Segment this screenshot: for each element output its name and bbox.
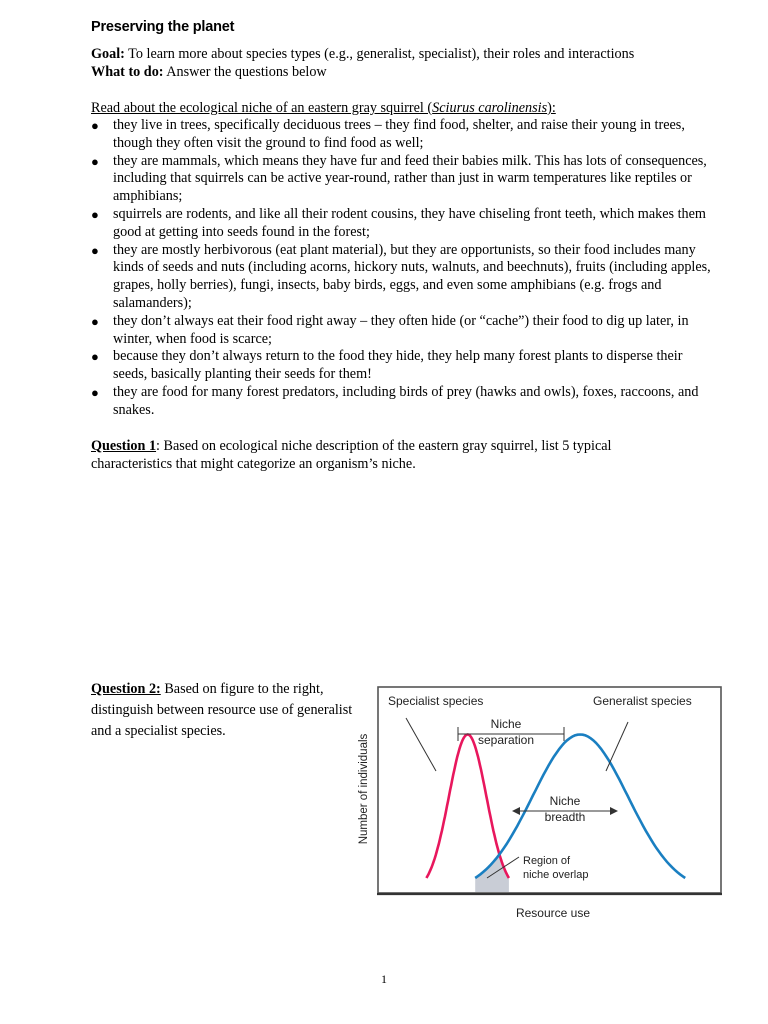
generalist-pointer [606,722,628,771]
question-1 [91,438,691,474]
bullet-dot-icon: ● [91,349,99,365]
question-1-text: : Based on ecological niche description of the eastern gray squirrel, list 5 typical characteristics that might categorize an organism’s niche. [91,438,612,472]
niche-bullet-item [91,242,711,313]
bullet-text: they are mammals, which means they have fur and feed their babies milk. This has lots of consequences, including that squirrels can be active year-round, rather than just in warm temperatures like reptiles or amphibians; [113,152,707,205]
specialist-pointer [406,718,436,771]
reading-intro [91,100,731,118]
bullet-dot-icon: ● [91,118,99,133]
bullet-text: they are mostly herbivorous (eat plant material), but they are opportunists, so their food includes many kinds of seeds and nuts (including acorns, hickory nuts, walnuts, and beechnuts), fruits (including apples, grapes, holly berries), fungi, insects, baby birds, eggs, and even some amphibians (e.g. frogs and salamanders); [113,241,711,311]
goal-label: Goal: [91,46,125,62]
overlap-label-1: Region of [523,855,571,867]
niche-separation-label-2: separation [477,733,535,747]
bullet-dot-icon: ● [91,384,99,400]
niche-separation-label-1: Niche [490,717,522,731]
y-axis-label: Number of individuals [358,733,370,845]
bullet-dot-icon: ● [91,313,99,329]
niche-bullet-item [91,348,711,384]
niche-breadth-label-1: Niche [549,794,581,808]
bullet-dot-icon: ● [91,242,99,258]
bullet-dot-icon: ● [91,206,99,222]
niche-breadth-arrowhead-left [512,807,520,815]
niche-bullet-item [91,153,711,206]
what-to-do-line [91,64,731,82]
niche-bullet-item [91,384,711,420]
niche-bullet-item [91,206,711,242]
goal-text: To learn more about species types (e.g., generalist, specialist), their roles and interactions [124,46,635,62]
generalist-label: Generalist species [593,694,692,708]
goal-line [91,46,731,64]
what-to-do-label: What to do: [91,63,164,80]
intro-prefix: Read about the ecological niche of an eastern gray squirrel ( [91,100,433,116]
question-2-text: Based on figure to the right, distinguish between resource use of generalist and a specialist species. [91,681,353,739]
species-name: Sciurus carolinensis [432,100,548,116]
niche-breadth-label-2: breadth [544,810,586,824]
bullet-text: they live in trees, specifically deciduous trees – they find food, shelter, and raise their young in trees, though they often visit the ground to find food as well; [113,117,685,151]
page-number: 1 [381,972,387,986]
niche-breadth-arrowhead-right [610,807,618,815]
specialist-label: Specialist species [388,694,484,708]
overlap-label-2: niche overlap [523,869,589,881]
niche-bullet-item [91,313,711,349]
question-2 [91,679,356,742]
page-title: Preserving the planet [91,19,235,35]
x-axis-label: Resource use [515,906,591,920]
niche-figure [352,684,732,924]
bullet-text: they don’t always eat their food right away – they often hide (or “cache”) their food to dig up later, in winter, when food is scarce; [113,312,689,347]
what-to-do-text: Answer the questions below [163,63,327,80]
bullet-text: because they don’t always return to the food they hide, they help many forest plants to disperse their seeds, basically planting their seeds for them! [113,348,683,383]
niche-bullet-list [91,117,711,420]
question-2-label: Question 2: [91,681,161,697]
goal-block [91,46,731,82]
bullet-text: squirrels are rodents, and like all their rodent cousins, they have chiseling front teeth, which makes them good at getting into seeds found in the forest; [113,205,706,240]
niche-bullet-item [91,117,711,153]
bullet-dot-icon: ● [91,153,99,169]
question-1-label: Question 1 [91,438,157,454]
intro-suffix: ): [547,100,556,116]
bullet-text: they are food for many forest predators, including birds of prey (hawks and owls), foxes, raccoons, and snakes. [113,383,699,418]
